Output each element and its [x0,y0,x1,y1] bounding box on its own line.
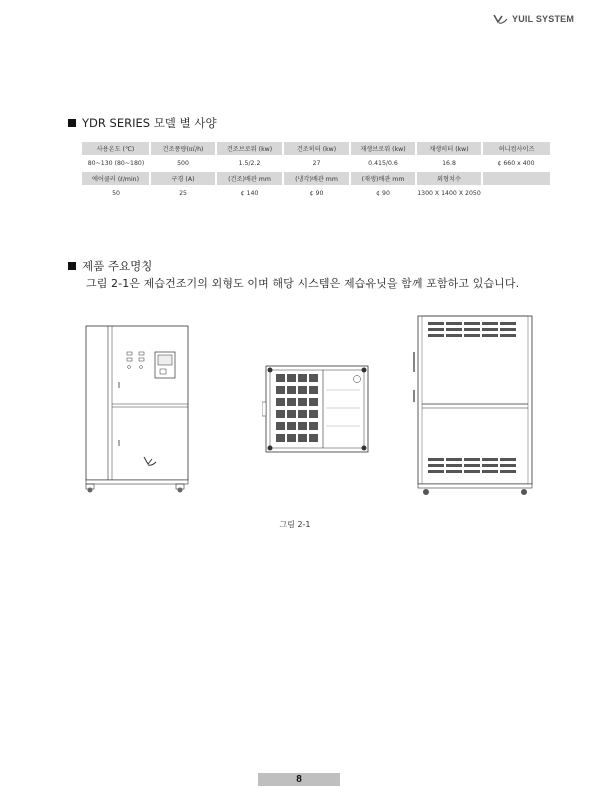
table-cell: 외형치수 [416,172,482,185]
square-bullet-icon [68,119,76,127]
spec-header-row [82,172,550,185]
logo-icon [493,13,509,25]
dryer-side-view-drawing [410,312,540,498]
table-cell: 재생브로워 (kw) [350,142,416,155]
table-cell: 사용온도 (℃) [82,142,150,155]
dryer-front-view-drawing [82,322,194,494]
table-cell: (냉각)배관 mm [283,172,350,185]
square-bullet-icon [68,262,76,270]
table-cell: 16.8 [442,160,456,167]
table-cell [482,172,550,185]
table-cell: 건조브로워 (kw) [216,142,283,155]
spec-header-row [82,142,550,155]
table-cell: 구경 (A) [150,172,216,185]
table-cell: 에어쿨러 (ℓ/min) [82,172,150,185]
table-cell [482,187,550,200]
table-cell: (건조)배관 mm [216,172,283,185]
table-cell: 1300 X 1400 X 2050 [417,190,481,197]
page-number: 8 [258,773,340,786]
table-cell: 1.5/2.2 [238,160,261,167]
table-cell: ¢ 660 x 400 [497,160,535,167]
table-cell: (재생)배관 mm [350,172,416,185]
product-section-title [68,258,152,274]
dryer-top-view-drawing [262,362,372,458]
table-cell: 27 [312,160,321,167]
table-cell: ¢ 140 [240,190,259,197]
table-cell: 건조풍량(㎥/h) [150,142,216,155]
spec-value-row [82,157,550,170]
spec-title-text: YDR SERIES 모델 별 사양 [82,116,217,130]
table-cell: 80~130 (80~180) [87,160,145,167]
company-logo [493,13,574,25]
product-description: 그림 2-1은 제습건조기의 외형도 이며 해당 시스템은 제습유닛을 함께 포함하고 있습니다. [86,277,520,290]
product-title-text: 제품 주요명칭 [82,259,153,273]
table-cell: 0.415/0.6 [368,160,398,167]
table-cell: ¢ 90 [376,190,390,197]
table-cell: 500 [177,160,189,167]
spec-section-title [68,115,217,131]
table-cell: 허니컴사이즈 [482,142,550,155]
table-cell: 50 [112,190,120,197]
spec-table [82,142,550,200]
figure-caption: 그림 2-1 [279,520,311,529]
table-cell: 건조히터 (kw) [283,142,350,155]
spec-value-row [82,187,550,200]
table-cell: 25 [179,190,187,197]
logo-text: YUIL SYSTEM [512,14,575,24]
table-cell: 재생히터 (kw) [416,142,482,155]
table-cell: ¢ 90 [309,190,324,197]
